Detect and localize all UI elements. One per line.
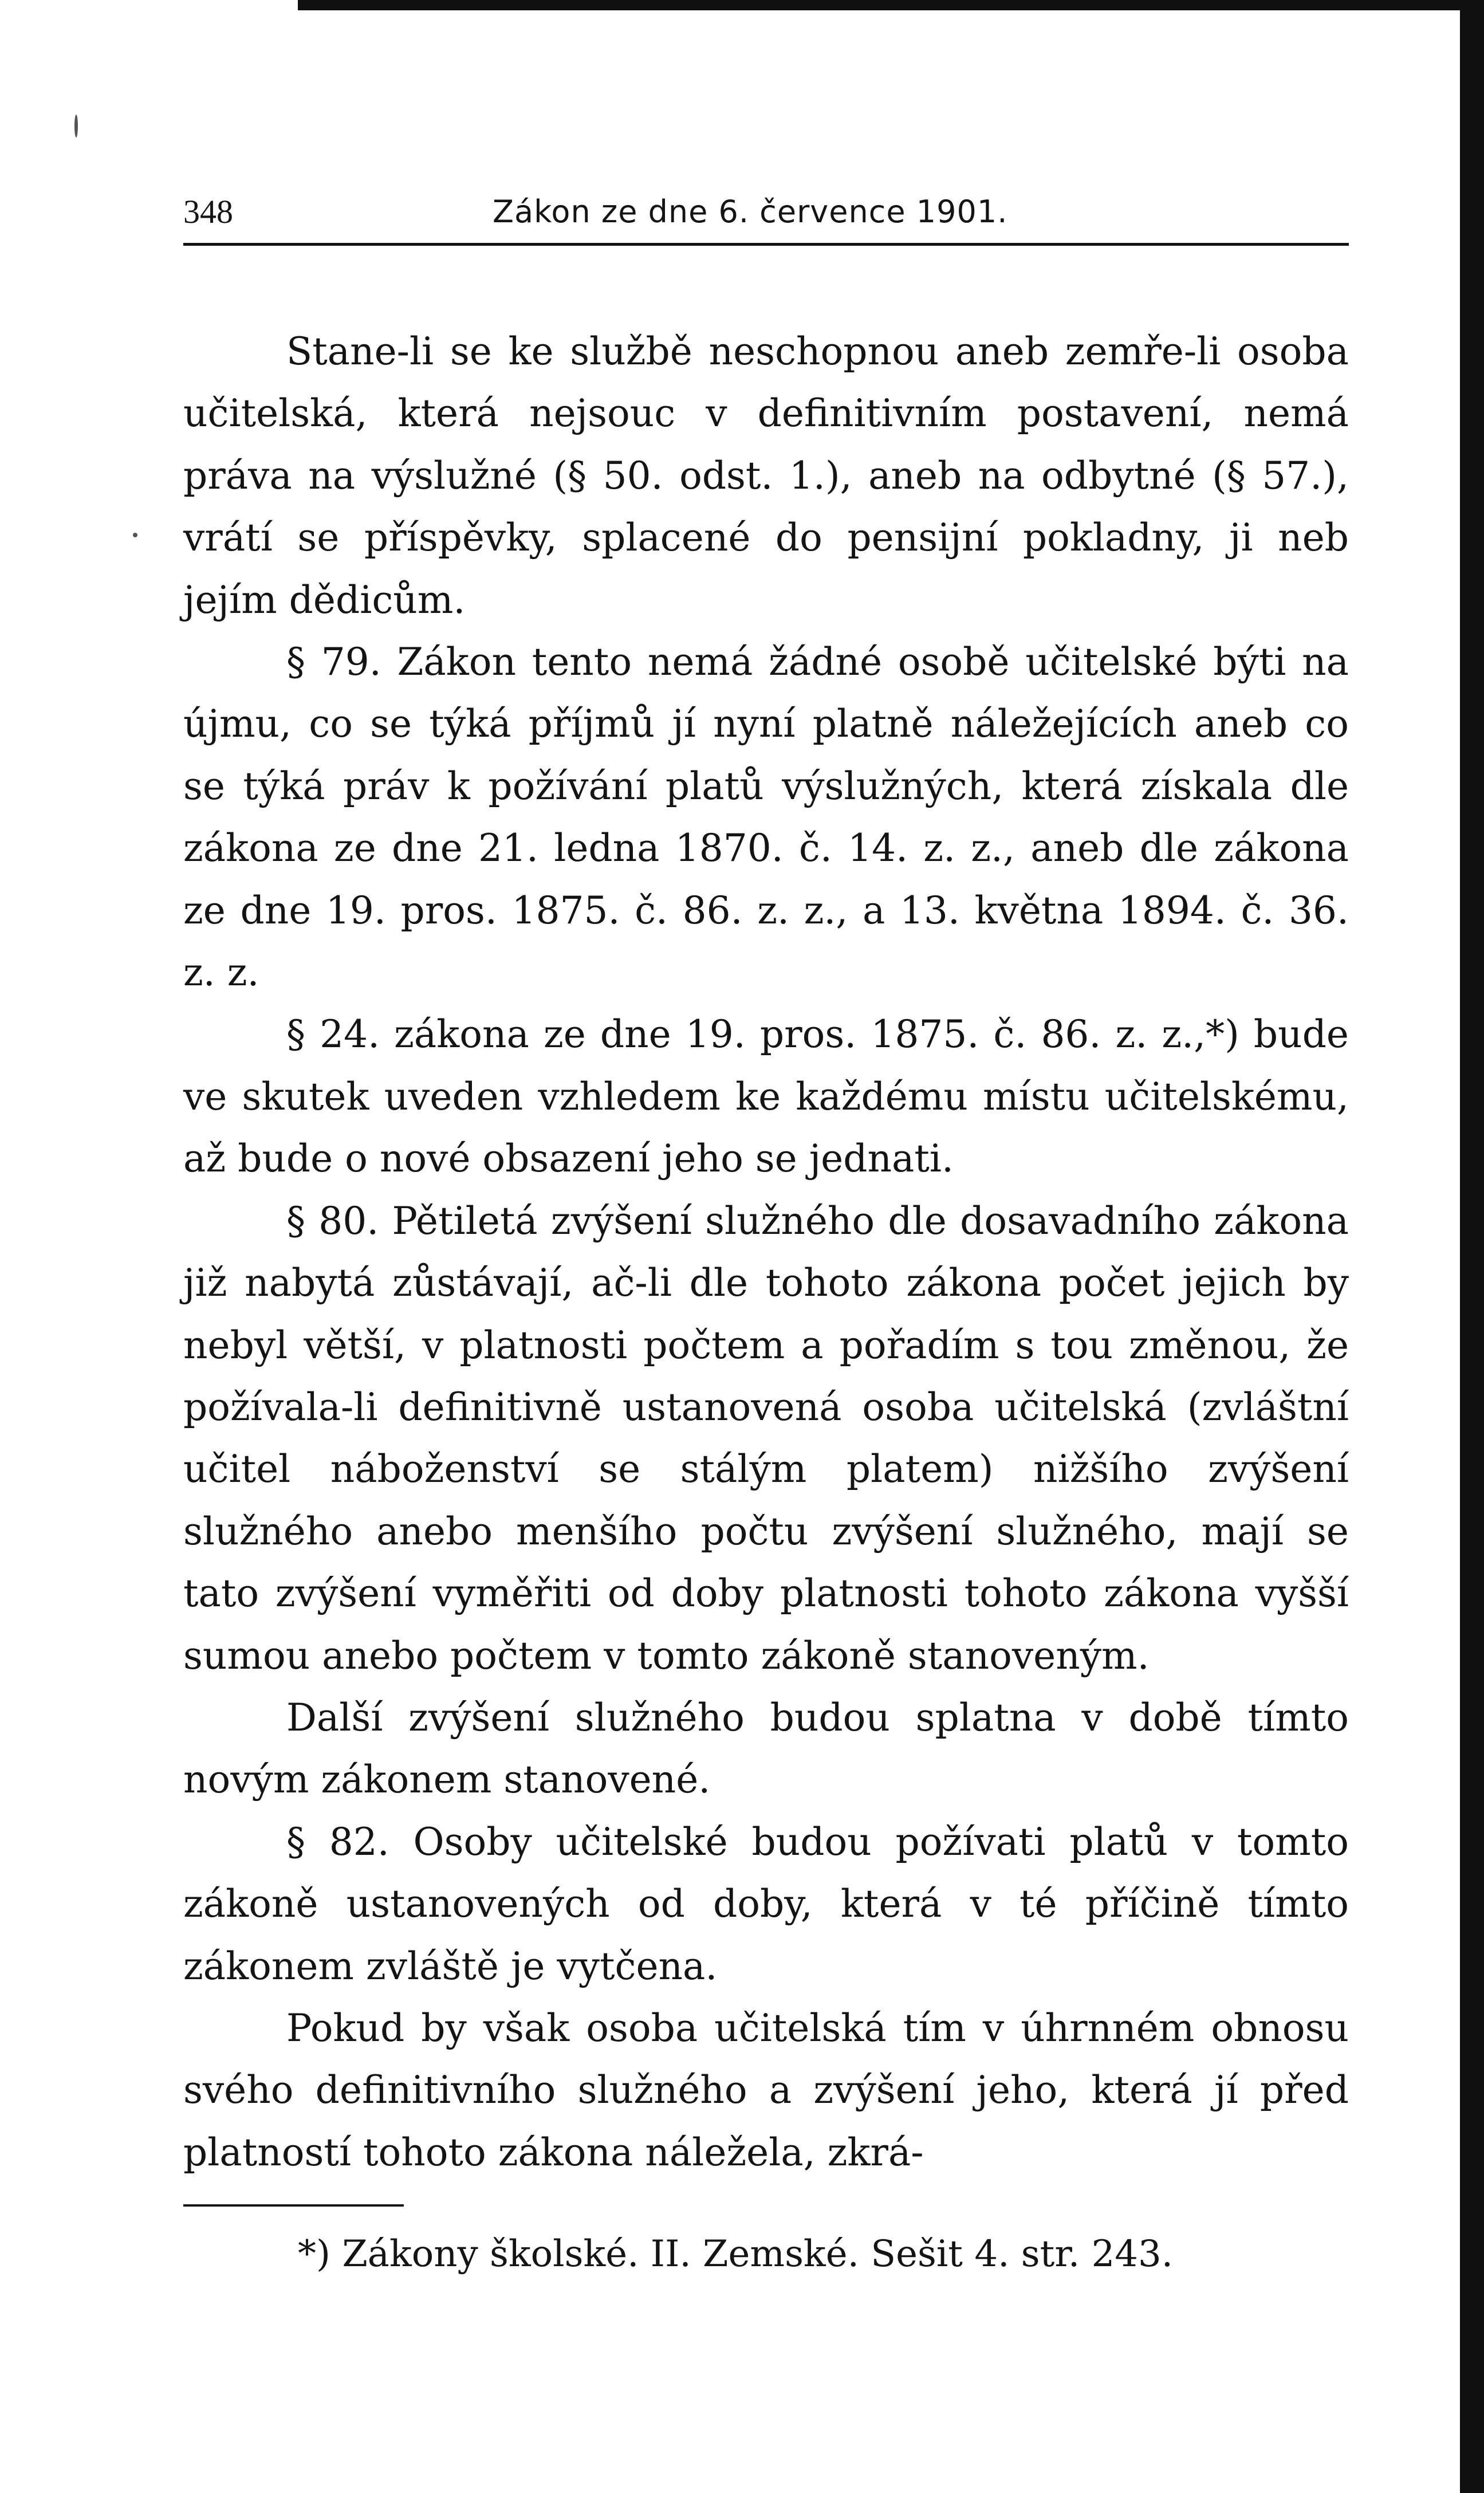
paragraph-section-82: § 82. Osoby učitelské budou požívati platů v tomto zákoně ustanovených od doby, která v té příčině tímto zákonem zvláště je vytčena.	[183, 1819, 1349, 1988]
scan-speck	[74, 115, 78, 137]
book-page	[183, 189, 1349, 2275]
scan-border-right	[1460, 0, 1484, 2493]
running-title: Zákon ze dne 6. července 1901.	[493, 194, 1008, 230]
running-head	[183, 189, 1349, 241]
footnote: *) Zákony školské. II. Zemské. Sešit 4. str. 243.	[298, 2233, 1174, 2275]
paragraph: Stane-li se ke službě neschopnou aneb zemře-li osoba učitelská, která nejsouc v definitivním postavení, nemá práva na výslužné (§ 50. odst. 1.), aneb na odbytné (§ 57.), vrátí se příspěvky, splacené do pensijní pokladny, ji neb jejím dědicům.	[183, 329, 1349, 622]
body-text	[183, 321, 1349, 2184]
paragraph-section-80: § 80. Pětiletá zvýšení služného dle dosavadního zákona již nabytá zůstávají, ač-li dle tohoto zákona počet jejich by nebyl větší, v platnosti počtem a pořadím s tou změnou, že požívala-li definitivně ustanovená osoba učitelská (zvláštní učitel náboženství se stálým platem) nižšího zvýšení služného anebo menšího počtu zvýšení služného, mají se tato zvýšení vyměřiti od doby platnosti tohoto zákona vyšší sumou anebo počtem v tomto zákoně stanoveným.	[183, 1198, 1349, 1678]
scan-speck	[133, 533, 137, 537]
paragraph: § 24. zákona ze dne 19. pros. 1875. č. 86. z. z.,*) bude ve skutek uveden vzhledem ke každému místu učitelskému, až bude o nové obsazení jeho se jednati.	[183, 1012, 1349, 1181]
paragraph: Pokud by však osoba učitelská tím v úhrnném obnosu svého definitivního služného a zvýšení jeho, která jí před platností tohoto zákona náležela, zkrá-	[183, 2006, 1349, 2175]
page-number: 348	[183, 193, 233, 230]
paragraph: Další zvýšení služného budou splatna v době tímto novým zákonem stanovené.	[183, 1695, 1349, 1802]
footnote-rule	[183, 2204, 404, 2207]
scan-border-top	[298, 0, 1484, 10]
paragraph-section-79: § 79. Zákon tento nemá žádné osobě učitelské býti na újmu, co se týká příjmů jí nyní platně náležejících aneb co se týká práv k požívání platů výslužných, která získala dle zákona ze dne 21. ledna 1870. č. 14. z. z., aneb dle zákona ze dne 19. pros. 1875. č. 86. z. z., a 13. května 1894. č. 36. z. z.	[183, 640, 1349, 995]
header-rule	[183, 243, 1349, 246]
